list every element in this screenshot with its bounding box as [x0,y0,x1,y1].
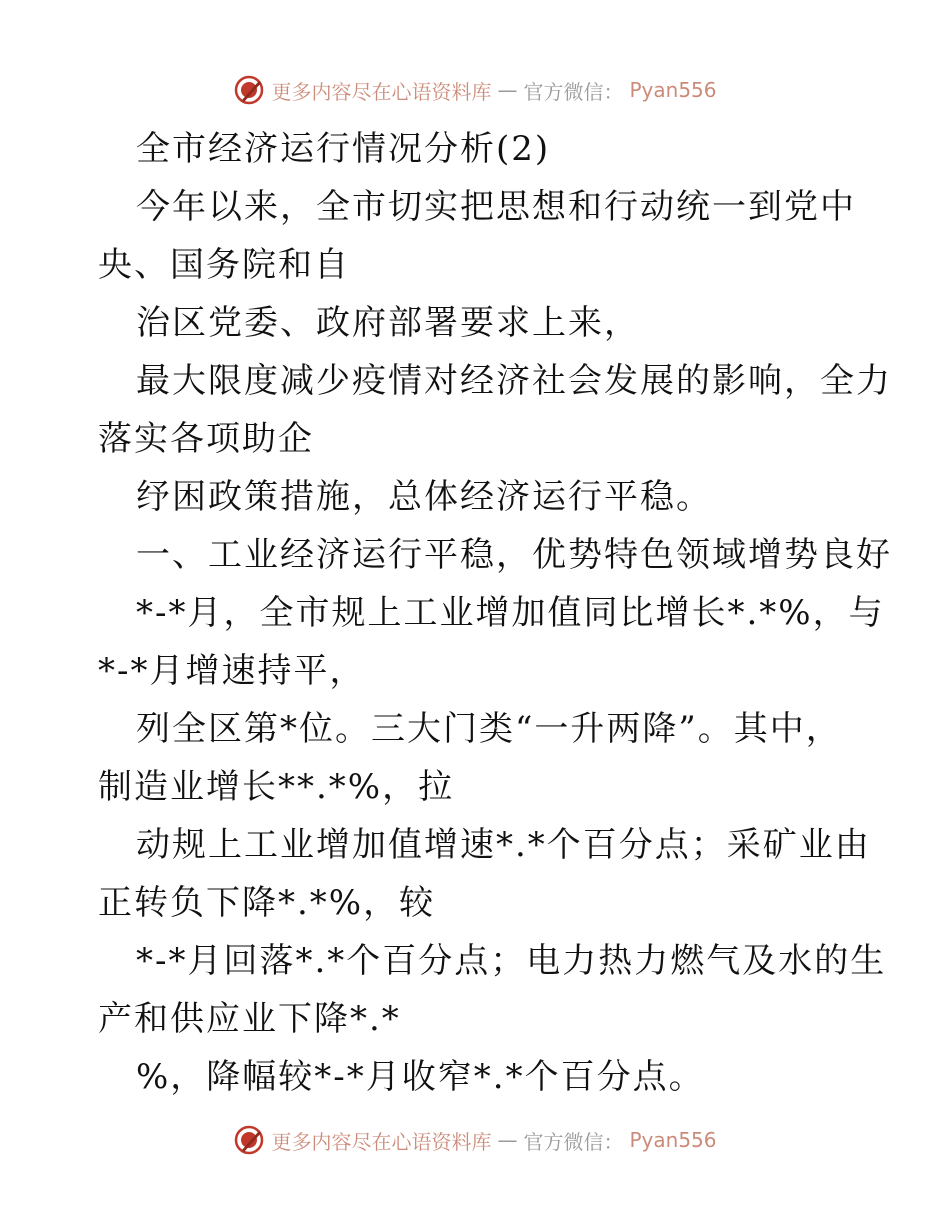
watermark-separator: — [497,1128,518,1152]
pen-seal-logo-icon [233,1124,265,1156]
watermark-main-text: 更多内容尽在心语资料库 [271,79,492,104]
watermark-content [233,74,716,106]
watermark-id: Pyan556 [629,1128,717,1152]
watermark-sub-text: 官方微信： [523,1129,624,1154]
doc-line: 落实各项助企 [98,419,314,459]
doc-line: *-*月回落*.*个百分点；电力热力燃气及水的生 [136,941,887,981]
doc-line: *-*月增速持平， [98,651,366,691]
doc-line: 制造业增长**.*%，拉 [98,767,455,807]
header-watermark [0,70,950,110]
doc-line: %，降幅较*-*月收窄*.*个百分点。 [136,1057,705,1097]
document-body [98,120,892,1106]
watermark-main-text: 更多内容尽在心语资料库 [271,1129,492,1154]
doc-line: 治区党委、政府部署要求上来， [136,303,640,343]
doc-section-heading: 一、工业经济运行平稳，优势特色领域增势良好 [136,535,892,575]
doc-line: 最大限度减少疫情对经济社会发展的影响，全力 [136,361,892,401]
watermark-separator: — [497,78,518,102]
doc-line: 列全区第*位。三大门类“一升两降”。其中， [136,709,842,749]
doc-line: 动规上工业增加值增速*.*个百分点；采矿业由 [136,825,871,865]
doc-line: 产和供应业下降*.* [98,999,401,1039]
footer-watermark [0,1120,950,1160]
doc-line: *-*月，全市规上工业增加值同比增长*.*%，与 [136,593,885,633]
doc-title: 全市经济运行情况分析(2) [136,129,551,169]
watermark-content [233,1124,716,1156]
watermark-sub-text: 官方微信： [523,79,624,104]
doc-line: 今年以来，全市切实把思想和行动统一到党中 [136,187,856,227]
doc-line: 正转负下降*.*%，较 [98,883,436,923]
doc-line: 纾困政策措施，总体经济运行平稳。 [136,477,712,517]
watermark-id: Pyan556 [629,78,717,102]
pen-seal-logo-icon [233,74,265,106]
doc-line: 央、国务院和自 [98,245,350,285]
